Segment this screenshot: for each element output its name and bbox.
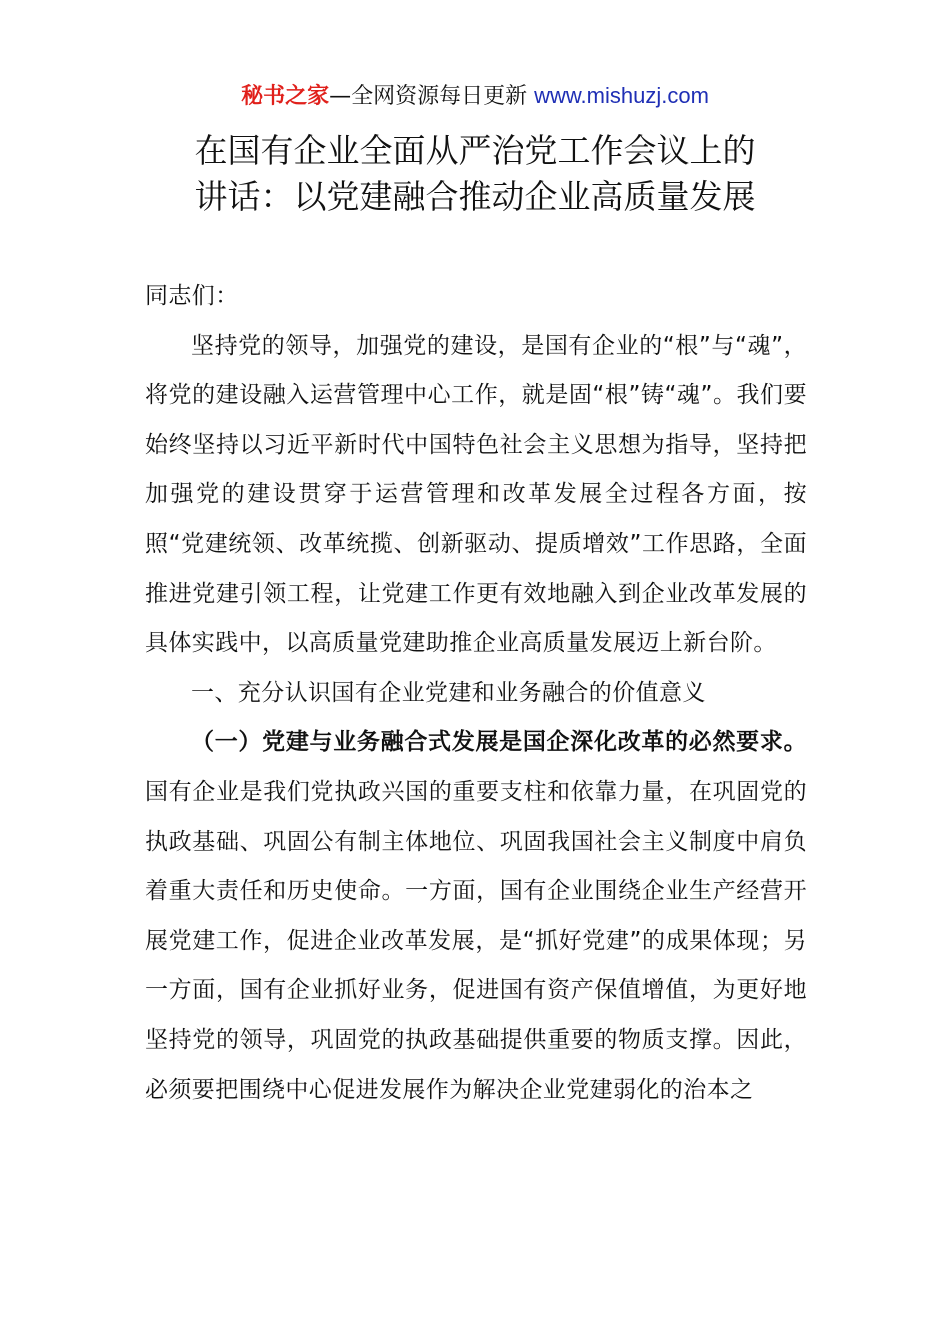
site-url-link[interactable]: www.mishuzj.com	[534, 83, 709, 108]
document-body	[145, 272, 807, 1115]
site-header	[0, 80, 950, 113]
salutation: 同志们：	[145, 283, 239, 309]
section-heading-1: 一、充分认识国有企业党建和业务融合的价值意义	[191, 679, 706, 706]
paragraph-intro: 坚持党的领导，加强党的建设，是国有企业的“根”与“魂”，将党的建设融入运营管理中心工作，就是固“根”铸“魂”。我们要始终坚持以习近平新时代中国特色社会主义思想为指导，坚持把加强党的建设贯穿于运营管理和改革发展全过程各方面，按照“党建统领、改革统揽、创新驱动、提质增效”工作思路，全面推进党建引领工程，让党建工作更有效地融入到企业改革发展的具体实践中，以高质量党建助推企业高质量发展迈上新台阶。	[145, 332, 807, 657]
title-line-2: 讲话：以党建融合推动企业高质量发展	[194, 177, 756, 216]
document-title	[100, 128, 850, 220]
brand-name: 秘书之家	[241, 84, 330, 109]
subsection-paragraph-1	[145, 718, 807, 1115]
header-tagline: —全网资源每日更新	[329, 84, 528, 109]
subsection-lead-1: （一）党建与业务融合式发展是国企深化改革的必然要求。	[191, 729, 807, 756]
subsection-body-1: 国有企业是我们党执政兴国的重要支柱和依靠力量，在巩固党的执政基础、巩固公有制主体地位、巩固我国社会主义制度中肩负着重大责任和历史使命。一方面，国有企业围绕企业生产经营开展党建工作，促进企业改革发展，是“抓好党建”的成果体现；另一方面，国有企业抓好业务，促进国有资产保值增值，为更好地坚持党的领导，巩固党的执政基础提供重要的物质支撑。因此，必须要把围绕中心促进发展作为解决企业党建弱化的治本之	[145, 778, 807, 1103]
title-line-1: 在国有企业全面从严治党工作会议上的	[194, 131, 756, 170]
